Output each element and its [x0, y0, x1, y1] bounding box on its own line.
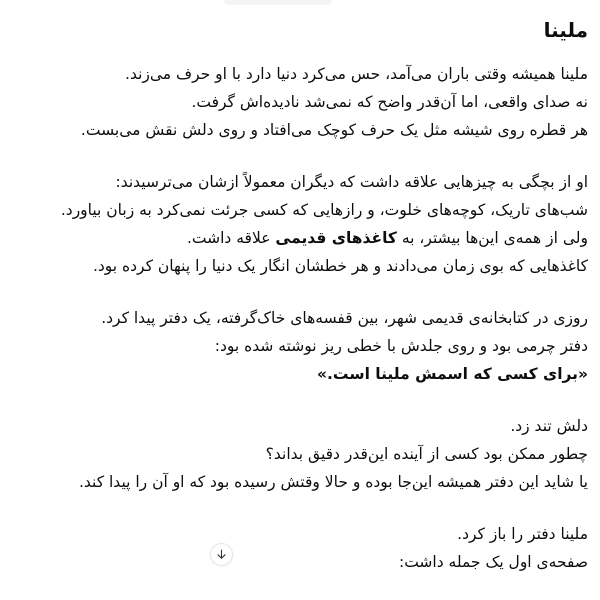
story-line: او از بچگی به چیزهایی علاقه داشت که دیگران معمولاً ازشان می‌ترسیدند: [115, 173, 588, 191]
story-line: روزی در کتابخانه‌ی قدیمی شهر، بین قفسه‌های خاک‌گرفته، یک دفتر پیدا کرد. [101, 309, 588, 327]
story-line: کاغذهایی که بوی زمان می‌دادند و هر خطشان انگار یک دنیا را پنهان کرده بود. [92, 257, 588, 275]
story-title: ملینا [543, 18, 588, 42]
paragraph-1 [12, 60, 588, 144]
story-line: شب‌های تاریک، کوچه‌های خلوت، و رازهایی که کسی جرئت نمی‌کرد به زبان بیاورد. [60, 201, 588, 219]
story-line-segment: ولی از همه‌ی این‌ها بیشتر، به [396, 229, 588, 247]
story-line: هر قطره روی شیشه مثل یک حرف کوچک می‌افتاد و روی دلش نقش می‌بست. [80, 121, 588, 139]
story-line-bold-segment: کاغذهای قدیمی [275, 229, 397, 247]
paragraph-3 [12, 304, 588, 388]
story-line: صفحه‌ی اول یک جمله داشت: [398, 553, 588, 571]
story-line-segment: علاقه داشت. [186, 229, 276, 247]
story-quote-line: «برای کسی که اسمش ملینا است.» [317, 365, 588, 383]
paragraph-4 [12, 412, 588, 496]
scroll-to-bottom-button[interactable] [210, 543, 233, 566]
down-arrow-icon [215, 548, 228, 561]
paragraph-5 [12, 520, 588, 576]
story-line: ملینا همیشه وقتی باران می‌آمد، حس می‌کرد دنیا دارد با او حرف می‌زند. [125, 65, 588, 83]
story-line: نه صدای واقعی، اما آن‌قدر واضح که نمی‌شد نادیده‌اش گرفت. [191, 93, 588, 111]
story-line [12, 224, 588, 252]
paragraph-2 [12, 168, 588, 280]
story-line: یا شاید این دفتر همیشه این‌جا بوده و حالا وقتش رسیده بود که او آن را پیدا کند. [78, 473, 588, 491]
story-line: دفتر چرمی بود و روی جلدش با خطی ریز نوشته شده بود: [214, 337, 588, 355]
story-line: دلش تند زد. [510, 417, 588, 435]
story-line: چطور ممکن بود کسی از آینده این‌قدر دقیق بداند؟ [265, 445, 588, 463]
story-line: ملینا دفتر را باز کرد. [457, 525, 588, 543]
